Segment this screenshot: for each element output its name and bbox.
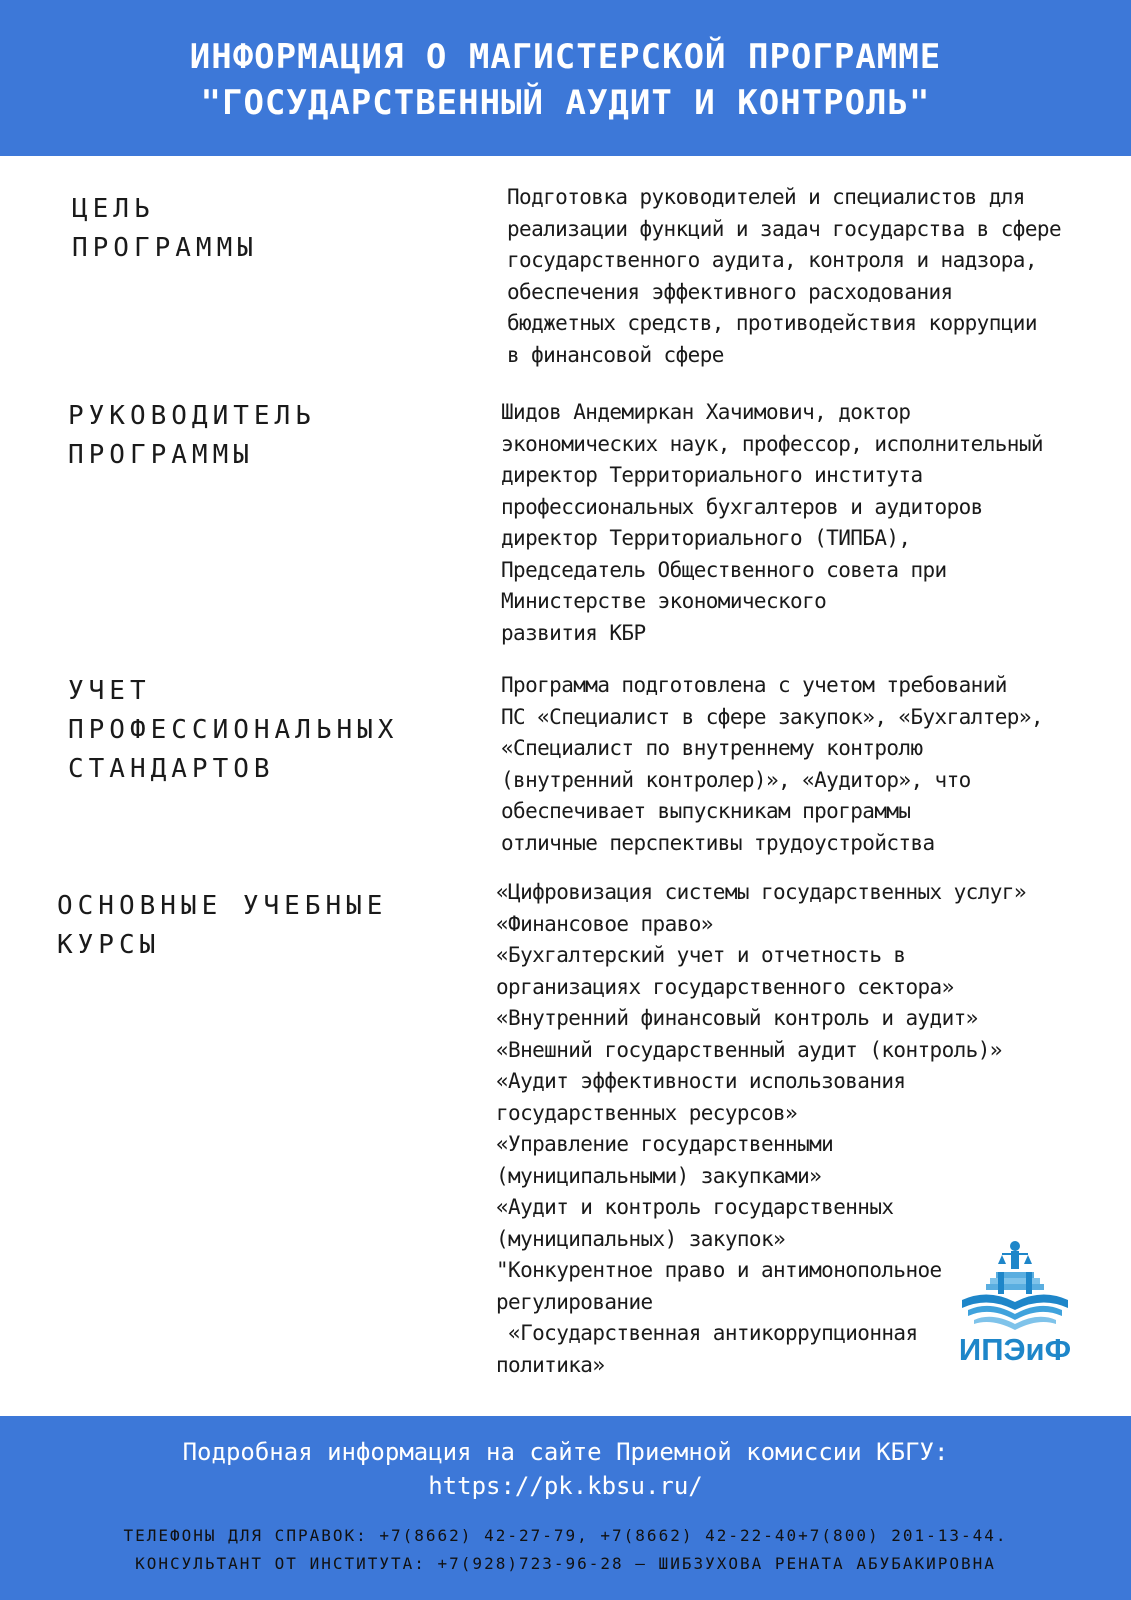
footer-website-link[interactable]: https://pk.kbsu.ru/ bbox=[428, 1472, 703, 1500]
footer-banner bbox=[0, 1416, 1131, 1600]
text-line: директор Территориального (ТИПБА), bbox=[501, 526, 911, 550]
text-line: Председатель Общественного совета при bbox=[501, 557, 947, 582]
text-line: ПС «Специалист в сфере закупок», «Бухгалтер», bbox=[501, 704, 1043, 729]
course-line: регулирование bbox=[496, 1289, 653, 1314]
text-line: экономических наук, профессор, исполнительный bbox=[501, 431, 1043, 456]
section-standards-text bbox=[501, 670, 1043, 859]
label-line: ПРОГРАММЫ bbox=[68, 440, 254, 470]
text-line: «Специалист по внутреннему контролю bbox=[501, 736, 923, 760]
text-line: бюджетных средств, противодействия коррупции bbox=[507, 311, 1037, 335]
themis-book-icon bbox=[958, 1238, 1072, 1338]
section-head-label bbox=[68, 397, 316, 475]
section-goal-label bbox=[72, 190, 258, 268]
section-standards-label bbox=[68, 672, 398, 789]
course-line: «Финансовое право» bbox=[496, 911, 713, 936]
header-banner bbox=[0, 0, 1131, 156]
label-line: ОСНОВНЫЕ УЧЕБНЫЕ bbox=[57, 891, 388, 921]
course-line: организациях государственного сектора» bbox=[496, 974, 954, 999]
footer-consultant: КОНСУЛЬТАНТ ОТ ИНСТИТУТА: +7(928)723-96-28 – ШИБЗУХОВА РЕНАТА АБУБАКИРОВНА bbox=[135, 1554, 996, 1573]
text-line: профессиональных бухгалтеров и аудиторов bbox=[501, 494, 983, 519]
text-line: Программа подготовлена с учетом требований bbox=[501, 673, 1007, 697]
course-line: (муниципальных) закупок» bbox=[496, 1226, 786, 1251]
text-line: отличные перспективы трудоустройства bbox=[501, 830, 935, 855]
course-line: «Цифровизация системы государственных услуг» bbox=[496, 880, 1026, 904]
text-line: Министерстве экономического bbox=[501, 589, 827, 613]
logo-text: ИПЭиФ bbox=[958, 1332, 1072, 1367]
text-line: Шидов Андемиркан Хачимович, доктор bbox=[501, 400, 911, 424]
section-head-text bbox=[501, 397, 1043, 649]
header-title-line1: ИНФОРМАЦИЯ О МАГИСТЕРСКОЙ ПРОГРАММЕ bbox=[189, 37, 942, 77]
course-line: «Бухгалтерский учет и отчетность в bbox=[496, 943, 906, 967]
text-line: государственного аудита, контроля и надзора, bbox=[507, 248, 1037, 272]
course-line: политика» bbox=[496, 1352, 605, 1377]
text-line: обеспечивает выпускникам программы bbox=[501, 799, 911, 823]
footer-phones: ТЕЛЕФОНЫ ДЛЯ СПРАВОК: +7(8662) 42-27-79, +7(8662) 42-22-40+7(800) 201-13-44. bbox=[123, 1526, 1008, 1545]
label-line: СТАНДАРТОВ bbox=[68, 754, 275, 784]
header-title-line2: "ГОСУДАРСТВЕННЫЙ АУДИТ И КОНТРОЛЬ" bbox=[200, 83, 931, 123]
label-line: ЦЕЛЬ bbox=[72, 194, 155, 224]
course-line: «Аудит эффективности использования bbox=[496, 1069, 906, 1093]
text-line: обеспечения эффективного расходования bbox=[507, 279, 953, 304]
label-line: КУРСЫ bbox=[57, 930, 161, 960]
course-line: «Внутренний финансовый контроль и аудит» bbox=[496, 1006, 978, 1030]
course-line: «Управление государственными bbox=[496, 1132, 834, 1156]
section-courses-text bbox=[496, 877, 1026, 1381]
course-line: (муниципальными) закупками» bbox=[496, 1163, 822, 1188]
course-line: "Конкурентное право и антимонопольное bbox=[496, 1258, 942, 1282]
label-line: ПРОФЕССИОНАЛЬНЫХ bbox=[68, 715, 399, 745]
label-line: УЧЕТ bbox=[68, 676, 151, 706]
section-courses-label bbox=[57, 887, 387, 965]
section-goal-text bbox=[507, 182, 1061, 371]
course-line: «Внешний государственный аудит (контроль)» bbox=[496, 1037, 1002, 1062]
text-line: развития КБР bbox=[501, 620, 646, 645]
label-line: ПРОГРАММЫ bbox=[72, 233, 258, 263]
text-line: директор Территориального института bbox=[501, 463, 923, 487]
course-line: «Аудит и контроль государственных bbox=[496, 1195, 894, 1219]
institute-logo bbox=[958, 1238, 1072, 1368]
course-line: «Государственная антикоррупционная bbox=[496, 1321, 918, 1345]
text-line: в финансовой сфере bbox=[507, 342, 724, 367]
label-line: РУКОВОДИТЕЛЬ bbox=[68, 401, 316, 431]
text-line: (внутренний контролер)», «Аудитор», что bbox=[501, 767, 971, 792]
text-line: реализации функций и задач государства в сфере bbox=[507, 216, 1061, 241]
footer-info-text: Подробная информация на сайте Приемной комиссии КБГУ: bbox=[182, 1438, 949, 1466]
course-line: государственных ресурсов» bbox=[496, 1100, 798, 1125]
text-line: Подготовка руководителей и специалистов для bbox=[507, 185, 1025, 209]
